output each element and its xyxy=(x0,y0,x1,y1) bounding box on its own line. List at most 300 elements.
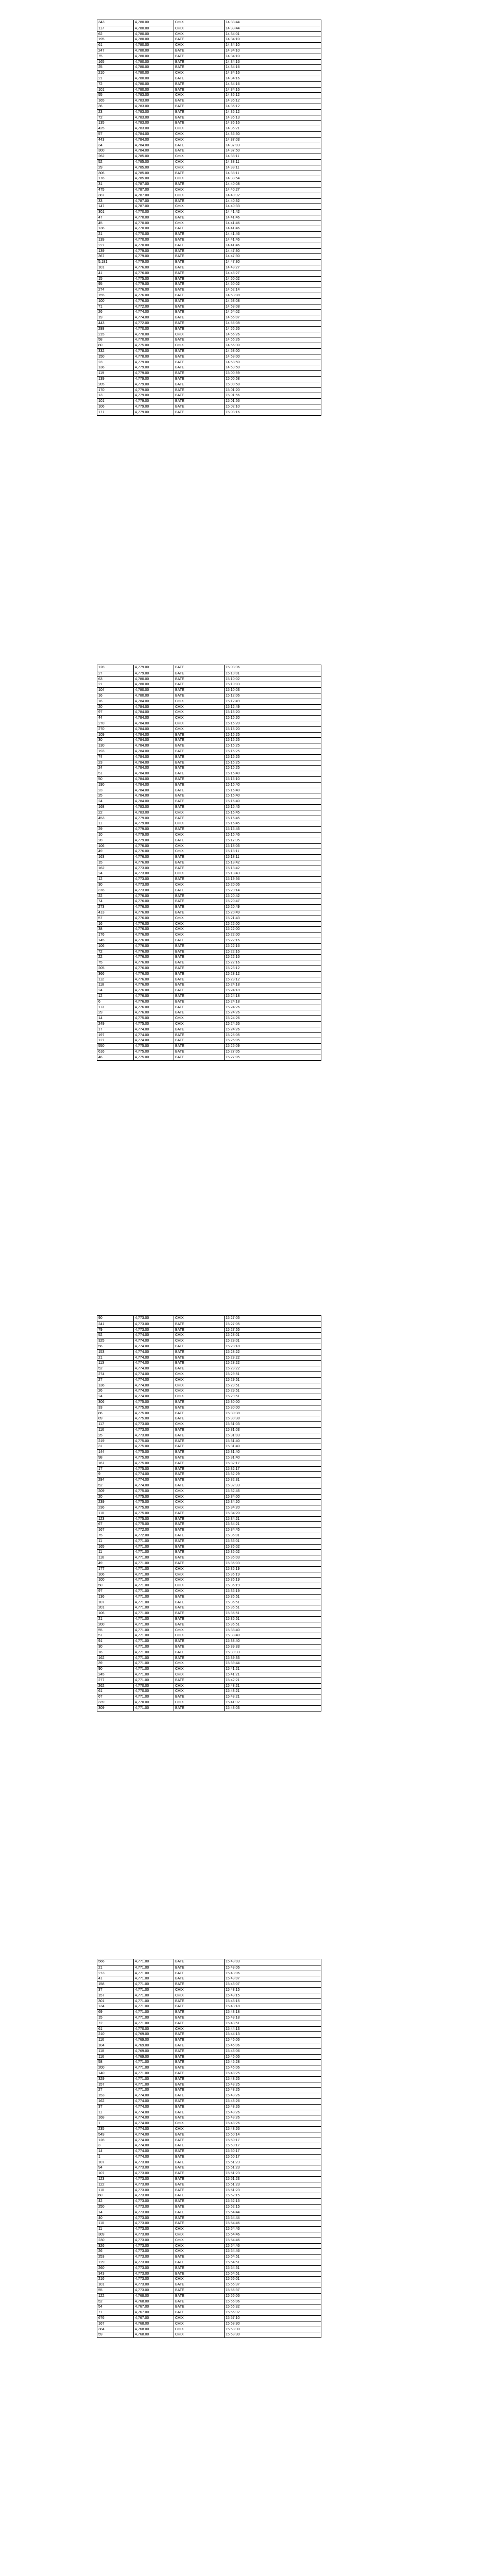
time-cell: 15:32:29 xyxy=(224,1472,321,1477)
price-cell: 4,779.00 xyxy=(133,249,174,254)
venue-cell: BATE xyxy=(174,2071,224,2076)
table-row xyxy=(97,64,321,70)
volume-cell: 55 xyxy=(98,2289,102,2293)
venue-cell: BATE xyxy=(174,2099,224,2104)
time-cell: 15:50:17 xyxy=(224,2149,321,2154)
time-cell: 15:34:21 xyxy=(224,1517,321,1522)
table-row xyxy=(97,904,321,910)
price-cell: 4,773.00 xyxy=(133,1316,174,1321)
venue-cell: BATE xyxy=(174,171,224,176)
volume-cell: 52 xyxy=(98,160,102,164)
table-row xyxy=(97,2243,321,2249)
time-cell: 15:48:26 xyxy=(224,2127,321,2132)
time-cell: 14:58:00 xyxy=(224,349,321,354)
volume-cell: 277 xyxy=(98,1678,105,1682)
time-cell: 15:43:07 xyxy=(224,1982,321,1987)
table-row xyxy=(97,1611,321,1616)
venue-cell: BATE xyxy=(174,1971,224,1976)
table-row xyxy=(97,771,321,776)
volume-cell: 101 xyxy=(98,2283,105,2287)
time-cell: 15:54:46 xyxy=(224,2249,321,2254)
volume-cell: 5,181 xyxy=(98,260,108,264)
venue-cell: CHIX xyxy=(174,1684,224,1689)
volume-cell: 136 xyxy=(98,227,105,231)
venue-cell: BATE xyxy=(174,315,224,320)
table-row xyxy=(97,1394,321,1399)
time-cell: 14:35:12 xyxy=(224,98,321,104)
table-row xyxy=(97,304,321,310)
volume-cell: 31 xyxy=(98,182,102,187)
table-row xyxy=(97,1577,321,1583)
table-row xyxy=(97,993,321,999)
table-row xyxy=(97,949,321,955)
venue-cell: CHIX xyxy=(174,849,224,854)
price-cell: 4,784.00 xyxy=(133,738,174,743)
volume-cell: 19 xyxy=(98,316,102,320)
venue-cell: CHIX xyxy=(174,210,224,215)
volume-cell: 326 xyxy=(98,2244,105,2248)
table-row xyxy=(97,1511,321,1516)
time-cell: 15:20:49 xyxy=(224,910,321,916)
volume-cell: 57 xyxy=(98,916,102,920)
volume-cell: 413 xyxy=(98,911,105,915)
table-row xyxy=(97,1672,321,1677)
price-cell: 4,771.00 xyxy=(133,1567,174,1572)
volume-cell: 72 xyxy=(98,82,102,86)
price-cell: 4,773.00 xyxy=(133,2193,174,2198)
time-cell: 15:16:45 xyxy=(224,816,321,821)
time-cell: 15:20:06 xyxy=(224,883,321,888)
price-cell: 4,774.00 xyxy=(133,1372,174,1377)
volume-cell: 14 xyxy=(98,2149,102,2154)
venue-cell: BATE xyxy=(174,1361,224,1366)
table-row xyxy=(97,737,321,743)
table-row xyxy=(97,899,321,904)
price-cell: 4,771.00 xyxy=(133,1661,174,1666)
volume-cell: 44 xyxy=(98,716,102,720)
price-cell: 4,773.00 xyxy=(133,2244,174,2249)
venue-cell: CHIX xyxy=(174,43,224,48)
price-cell: 4,785.00 xyxy=(133,176,174,181)
time-cell: 15:24:18 xyxy=(224,999,321,1005)
time-cell: 14:50:02 xyxy=(224,282,321,287)
venue-cell: CHIX xyxy=(174,1567,224,1572)
venue-cell: BATE xyxy=(174,771,224,776)
volume-cell: 45 xyxy=(98,221,102,225)
table-row xyxy=(97,2198,321,2204)
time-cell: 15:52:15 xyxy=(224,2205,321,2210)
time-cell: 14:56:26 xyxy=(224,337,321,343)
price-cell: 4,776.00 xyxy=(133,1010,174,1015)
venue-cell: CHIX xyxy=(174,716,224,721)
table-row xyxy=(97,788,321,793)
time-cell: 14:34:16 xyxy=(224,65,321,70)
venue-cell: BATE xyxy=(174,743,224,749)
time-cell: 15:54:44 xyxy=(224,2216,321,2221)
volume-cell: 260 xyxy=(98,2266,105,2270)
venue-cell: BATE xyxy=(174,1965,224,1971)
table-row xyxy=(97,20,321,26)
price-cell: 4,771.00 xyxy=(133,1959,174,1965)
table-row xyxy=(97,682,321,687)
price-cell: 4,774.00 xyxy=(133,1027,174,1032)
table-row xyxy=(97,326,321,332)
venue-cell: BATE xyxy=(174,905,224,910)
time-cell: 15:57:10 xyxy=(224,2316,321,2321)
price-cell: 4,773.00 xyxy=(133,883,174,888)
price-cell: 4,774.00 xyxy=(133,2132,174,2138)
venue-cell: BATE xyxy=(174,2260,224,2265)
time-cell: 15:15:40 xyxy=(224,771,321,776)
price-cell: 4,780.00 xyxy=(133,693,174,699)
table-row xyxy=(97,2098,321,2104)
price-cell: 4,773.00 xyxy=(133,2277,174,2282)
table-row xyxy=(97,2238,321,2243)
volume-cell: 167 xyxy=(98,1528,105,1532)
venue-cell: CHIX xyxy=(174,844,224,849)
volume-cell: 39 xyxy=(98,1662,102,1666)
time-cell: 15:43:15 xyxy=(224,1988,321,1993)
price-cell: 4,775.00 xyxy=(133,1444,174,1449)
venue-cell: CHIX xyxy=(174,221,224,226)
venue-cell: CHIX xyxy=(174,1672,224,1677)
venue-cell: BATE xyxy=(174,894,224,899)
volume-cell: 176 xyxy=(98,933,105,937)
time-cell: 15:22:16 xyxy=(224,960,321,965)
table-row xyxy=(97,760,321,766)
table-row xyxy=(97,876,321,882)
table-row xyxy=(97,1477,321,1483)
price-cell: 4,774.00 xyxy=(133,1388,174,1394)
volume-cell: 34 xyxy=(98,143,102,147)
price-cell: 4,783.00 xyxy=(133,98,174,104)
volume-cell: 116 xyxy=(98,1428,105,1432)
volume-cell: 29 xyxy=(98,827,102,832)
venue-cell: BATE xyxy=(174,354,224,360)
volume-cell: 162 xyxy=(98,866,105,870)
venue-cell: BATE xyxy=(174,1044,224,1049)
table-row xyxy=(97,776,321,782)
price-cell: 4,770.00 xyxy=(133,2027,174,2032)
table-row xyxy=(97,1694,321,1700)
volume-cell: 28 xyxy=(98,838,102,842)
price-cell: 4,776.00 xyxy=(133,287,174,293)
volume-cell: 443 xyxy=(98,138,105,142)
time-cell: 15:36:51 xyxy=(224,1595,321,1600)
table-row xyxy=(97,2232,321,2238)
price-cell: 4,773.00 xyxy=(133,2282,174,2287)
volume-cell: 309 xyxy=(98,2233,105,2237)
time-cell: 14:54:02 xyxy=(224,310,321,315)
volume-cell: 274 xyxy=(98,288,105,292)
price-cell: 4,780.00 xyxy=(133,682,174,687)
table-row xyxy=(97,1032,321,1038)
price-cell: 4,776.00 xyxy=(133,860,174,866)
price-cell: 4,776.00 xyxy=(133,855,174,860)
venue-cell: BATE xyxy=(174,665,224,671)
table-row xyxy=(97,1981,321,1987)
time-cell: 15:15:20 xyxy=(224,727,321,732)
volume-cell: 106 xyxy=(98,404,105,409)
volume-cell: 36 xyxy=(98,104,102,108)
table-row xyxy=(97,1015,321,1021)
venue-cell: CHIX xyxy=(174,2327,224,2332)
price-cell: 4,776.00 xyxy=(133,293,174,298)
table-row xyxy=(97,1549,321,1555)
venue-cell: CHIX xyxy=(174,710,224,715)
venue-cell: CHIX xyxy=(174,176,224,181)
price-cell: 4,772.00 xyxy=(133,1533,174,1538)
table-row xyxy=(97,671,321,676)
table-row xyxy=(97,1705,321,1711)
volume-cell: 163 xyxy=(98,855,105,859)
time-cell: 15:51:23 xyxy=(224,2182,321,2188)
price-cell: 4,771.00 xyxy=(133,1639,174,1644)
venue-cell: CHIX xyxy=(174,1572,224,1578)
table-row xyxy=(97,1444,321,1449)
time-cell: 15:39:33 xyxy=(224,1650,321,1655)
price-cell: 4,771.00 xyxy=(133,1595,174,1600)
venue-cell: BATE xyxy=(174,738,224,743)
time-cell: 14:58:50 xyxy=(224,360,321,365)
volume-cell: 236 xyxy=(98,1506,105,1510)
table-row xyxy=(97,48,321,54)
price-cell: 4,774.00 xyxy=(133,2115,174,2121)
venue-cell: BATE xyxy=(174,1328,224,1333)
venue-cell: BATE xyxy=(174,37,224,42)
price-cell: 4,776.00 xyxy=(133,916,174,921)
price-cell: 4,771.00 xyxy=(133,1561,174,1566)
time-cell: 15:54:46 xyxy=(224,2244,321,2249)
price-cell: 4,776.00 xyxy=(133,994,174,999)
volume-cell: 177 xyxy=(98,1567,105,1571)
venue-cell: BATE xyxy=(174,2055,224,2060)
venue-cell: CHIX xyxy=(174,2238,224,2243)
table-row xyxy=(97,2087,321,2093)
price-cell: 4,774.00 xyxy=(133,2099,174,2104)
time-cell: 15:48:25 xyxy=(224,2077,321,2082)
venue-cell: BATE xyxy=(174,2310,224,2315)
venue-cell: BATE xyxy=(174,1528,224,1533)
volume-cell: 676 xyxy=(98,2316,105,2320)
venue-cell: BATE xyxy=(174,888,224,893)
table-row xyxy=(97,1527,321,1533)
price-cell: 4,774.00 xyxy=(133,1038,174,1043)
venue-cell: BATE xyxy=(174,1366,224,1371)
volume-cell: 14 xyxy=(98,1016,102,1021)
time-cell: 15:30:38 xyxy=(224,1411,321,1416)
price-cell: 4,771.00 xyxy=(133,2065,174,2071)
table-row xyxy=(97,2287,321,2293)
time-cell: 15:26:09 xyxy=(224,1044,321,1049)
time-cell: 14:47:30 xyxy=(224,260,321,265)
time-cell: 14:33:44 xyxy=(224,26,321,31)
price-cell: 4,784.00 xyxy=(133,749,174,754)
time-cell: 15:29:51 xyxy=(224,1372,321,1377)
price-cell: 4,771.00 xyxy=(133,1617,174,1622)
venue-cell: BATE xyxy=(174,1522,224,1527)
time-cell: 15:43:03 xyxy=(224,1706,321,1711)
time-cell: 14:56:30 xyxy=(224,343,321,348)
volume-cell: 67 xyxy=(98,1695,102,1699)
time-cell: 15:34:00 xyxy=(224,1495,321,1500)
price-cell: 4,771.00 xyxy=(133,2004,174,2009)
price-cell: 4,775.00 xyxy=(133,1049,174,1055)
volume-cell: 165 xyxy=(98,60,105,64)
venue-cell: BATE xyxy=(174,1478,224,1483)
price-cell: 4,769.00 xyxy=(133,2038,174,2043)
time-cell: 14:35:12 xyxy=(224,110,321,115)
time-cell: 14:41:42 xyxy=(224,210,321,215)
table-row xyxy=(97,2265,321,2271)
table-row xyxy=(97,1566,321,1572)
table-row xyxy=(97,2215,321,2221)
price-cell: 4,775.00 xyxy=(133,1489,174,1494)
venue-cell: BATE xyxy=(174,2288,224,2293)
time-cell: 15:29:51 xyxy=(224,1378,321,1383)
table-row xyxy=(97,2315,321,2321)
price-cell: 4,775.00 xyxy=(133,1511,174,1516)
time-cell: 15:54:51 xyxy=(224,2255,321,2260)
time-cell: 15:35:03 xyxy=(224,1561,321,1566)
venue-cell: BATE xyxy=(174,1650,224,1655)
price-cell: 4,773.00 xyxy=(133,871,174,876)
table-row xyxy=(97,1644,321,1650)
table-row xyxy=(97,1344,321,1349)
time-cell: 14:41:46 xyxy=(224,243,321,248)
price-cell: 4,774.00 xyxy=(133,2149,174,2154)
table-row xyxy=(97,693,321,699)
table-row xyxy=(97,365,321,370)
table-row xyxy=(97,1388,321,1394)
time-cell: 14:38:11 xyxy=(224,171,321,176)
venue-cell: BATE xyxy=(174,310,224,315)
time-cell: 15:44:13 xyxy=(224,2027,321,2032)
volume-cell: 306 xyxy=(98,1400,105,1404)
table-row xyxy=(97,187,321,193)
venue-cell: BATE xyxy=(174,337,224,343)
price-cell: 4,774.00 xyxy=(133,1394,174,1399)
venue-cell: BATE xyxy=(174,760,224,766)
volume-cell: 17 xyxy=(98,1467,102,1471)
price-cell: 4,784.00 xyxy=(133,755,174,760)
time-cell: 14:41:46 xyxy=(224,226,321,231)
time-cell: 15:51:23 xyxy=(224,2160,321,2165)
price-cell: 4,774.00 xyxy=(133,1033,174,1038)
venue-cell: CHIX xyxy=(174,193,224,198)
time-cell: 15:15:20 xyxy=(224,710,321,715)
price-cell: 4,773.00 xyxy=(133,2210,174,2215)
time-cell: 15:28:22 xyxy=(224,1361,321,1366)
table-row xyxy=(97,2193,321,2198)
volume-cell: 61 xyxy=(98,2027,102,2031)
time-cell: 15:22:16 xyxy=(224,938,321,943)
venue-cell: BATE xyxy=(174,693,224,699)
time-cell: 15:54:51 xyxy=(224,2260,321,2265)
table-row xyxy=(97,1516,321,1522)
volume-cell: 21 xyxy=(98,1355,102,1360)
volume-cell: 12 xyxy=(98,877,102,882)
price-cell: 4,784.00 xyxy=(133,721,174,726)
venue-cell: BATE xyxy=(174,104,224,109)
venue-cell: BATE xyxy=(174,2299,224,2304)
table-row xyxy=(97,749,321,754)
time-cell: 14:48:27 xyxy=(224,265,321,270)
venue-cell: BATE xyxy=(174,2088,224,2093)
time-cell: 15:15:25 xyxy=(224,733,321,738)
venue-cell: BATE xyxy=(174,982,224,988)
price-cell: 4,770.00 xyxy=(133,1684,174,1689)
price-cell: 4,780.00 xyxy=(133,88,174,93)
venue-cell: BATE xyxy=(174,2282,224,2287)
venue-cell: BATE xyxy=(174,1472,224,1477)
venue-cell: CHIX xyxy=(174,922,224,927)
time-cell: 14:41:46 xyxy=(224,238,321,243)
price-cell: 4,785.00 xyxy=(133,154,174,159)
price-cell: 4,770.00 xyxy=(133,243,174,248)
price-cell: 4,774.00 xyxy=(133,2110,174,2115)
time-cell: 15:28:22 xyxy=(224,1350,321,1355)
price-cell: 4,784.00 xyxy=(133,788,174,793)
venue-cell: BATE xyxy=(174,1322,224,1327)
table-row xyxy=(97,2126,321,2132)
venue-cell: BATE xyxy=(174,988,224,993)
volume-cell: 270 xyxy=(98,721,105,725)
time-cell: 15:29:51 xyxy=(224,1394,321,1399)
price-cell: 4,774.00 xyxy=(133,1344,174,1349)
venue-cell: CHIX xyxy=(174,32,224,37)
table-row xyxy=(97,1499,321,1505)
time-cell: 14:56:26 xyxy=(224,332,321,337)
table-row xyxy=(97,1405,321,1411)
price-cell: 4,773.00 xyxy=(133,2232,174,2238)
venue-cell: BATE xyxy=(174,1344,224,1349)
table-row xyxy=(97,332,321,337)
venue-cell: BATE xyxy=(174,2060,224,2065)
volume-cell: 387 xyxy=(98,193,105,197)
table-row xyxy=(97,965,321,971)
volume-cell: 14 xyxy=(98,2210,102,2214)
table-row xyxy=(97,109,321,115)
price-cell: 4,779.00 xyxy=(133,382,174,387)
time-cell: 15:48:26 xyxy=(224,2105,321,2110)
table-row xyxy=(97,348,321,354)
venue-cell: BATE xyxy=(174,1555,224,1561)
volume-cell: 9 xyxy=(98,1472,100,1477)
table-row xyxy=(97,81,321,87)
venue-cell: BATE xyxy=(174,2021,224,2026)
time-cell: 15:34:21 xyxy=(224,1522,321,1527)
table-row xyxy=(97,237,321,243)
volume-cell: 157 xyxy=(98,1993,105,1997)
venue-cell: CHIX xyxy=(174,71,224,76)
price-cell: 4,780.00 xyxy=(133,65,174,70)
volume-cell: 3 xyxy=(98,2144,100,2148)
table-row xyxy=(97,259,321,265)
table-row xyxy=(97,281,321,287)
time-cell: 15:41:21 xyxy=(224,1672,321,1677)
venue-cell: CHIX xyxy=(174,1338,224,1344)
venue-cell: BATE xyxy=(174,327,224,332)
time-cell: 14:34:10 xyxy=(224,48,321,54)
venue-cell: CHIX xyxy=(174,20,224,26)
volume-cell: 300 xyxy=(98,149,105,153)
price-cell: 4,784.00 xyxy=(133,710,174,715)
time-cell: 15:56:32 xyxy=(224,2304,321,2310)
venue-cell: CHIX xyxy=(174,1661,224,1666)
price-cell: 4,776.00 xyxy=(133,844,174,849)
venue-cell: BATE xyxy=(174,2266,224,2271)
